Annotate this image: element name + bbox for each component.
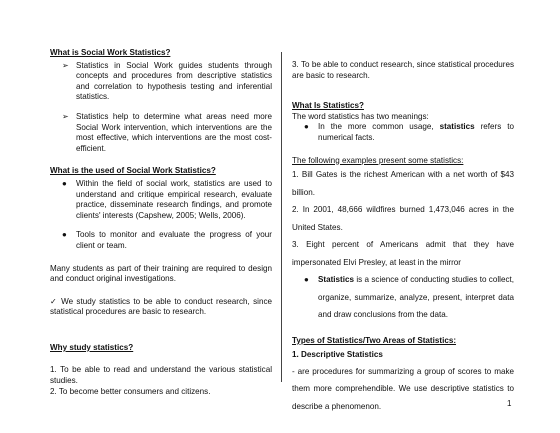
numbered-item: 1. To be able to read and understand the various statistical studies. bbox=[50, 365, 272, 386]
numbered-item: 3. To be able to conduct research, since statistical procedures are basic to research. bbox=[292, 60, 514, 80]
bullet-item bbox=[292, 271, 514, 324]
heading-types-of-statistics: Types of Statistics/Two Areas of Statistics: bbox=[292, 335, 457, 345]
bullet-text-post: refers to numerical facts. bbox=[318, 122, 515, 142]
bullet-text: Tools to monitor and evaluate the progress of your client or team. bbox=[76, 230, 272, 250]
arrow-bullet-icon: ➢ bbox=[62, 60, 69, 70]
right-column bbox=[292, 60, 514, 415]
bullet-text: Statistics help to determine what areas need more Social Work intervention, which interventions are the most effective, which interventions are the most cost-efficient. bbox=[76, 111, 272, 153]
bullet-text-pre: In the more common usage, bbox=[318, 122, 440, 132]
heading-what-is-sw-statistics: What is Social Work Statistics? bbox=[50, 48, 171, 57]
bullet-text-bold: Statistics bbox=[318, 275, 354, 285]
page-number: 1 bbox=[507, 399, 512, 408]
heading-used-of-sw-statistics: What is the used of Social Work Statistics? bbox=[50, 166, 216, 176]
subheading-descriptive-statistics: 1. Descriptive Statistics bbox=[292, 350, 383, 360]
bullet-item bbox=[50, 112, 272, 154]
numbered-item: 2. To become better consumers and citizens. bbox=[50, 386, 211, 396]
paragraph: Many students as part of their training are required to design and conduct original investigations. bbox=[50, 263, 272, 284]
bullet-item bbox=[50, 61, 272, 103]
bullet-text: Within the field of social work, statistics are used to understand and critique empirical research, evaluate practice, disseminate research findings, and promote clients' interests (Capshew, 2005; Wells, 2006). bbox=[76, 178, 272, 220]
paragraph-examples-intro: The following examples present some statistics: bbox=[292, 155, 464, 165]
heading-why-study-statistics: Why study statistics? bbox=[50, 342, 134, 352]
dot-bullet-icon: ● bbox=[62, 178, 67, 188]
paragraph: - are procedures for summarizing a group of scores to make them more comprehendible. We use descriptive statistics to describe a phenomenon. bbox=[292, 366, 514, 411]
bullet-text: Statistics in Social Work guides students through concepts and procedures from descriptive statistics and correlation to hypothesis testing and inferential statistics. bbox=[76, 60, 272, 102]
paragraph: ✓ We study statistics to be able to conduct research, since statistical procedures are basic to research. bbox=[50, 296, 272, 317]
bullet-item bbox=[292, 122, 514, 143]
dot-bullet-icon: ● bbox=[304, 122, 309, 132]
column-divider bbox=[281, 52, 282, 382]
left-column bbox=[50, 48, 272, 397]
bullet-text-bold: statistics bbox=[439, 122, 475, 132]
dot-bullet-icon: ● bbox=[62, 230, 67, 240]
dot-bullet-icon: ● bbox=[304, 275, 309, 285]
example-item: 3. Eight percent of Americans admit that they have impersonated Elvi Presley, at least in the mirror bbox=[292, 240, 514, 267]
paragraph: The word statistics has two meanings: bbox=[292, 111, 429, 121]
bullet-text-post: is a science of conducting studies to collect, organize, summarize, analyze, present, interpret data and draw conclusions from the data. bbox=[318, 275, 514, 320]
bullet-item bbox=[50, 179, 272, 221]
bullet-item bbox=[50, 230, 272, 251]
arrow-bullet-icon: ➢ bbox=[62, 111, 69, 121]
heading-what-is-statistics: What Is Statistics? bbox=[292, 101, 364, 111]
example-item: 2. In 2001, 48,666 wildfires burned 1,473,046 acres in the United States. bbox=[292, 205, 514, 232]
example-item: 1. Bill Gates is the richest American with a net worth of $43 billion. bbox=[292, 170, 514, 197]
